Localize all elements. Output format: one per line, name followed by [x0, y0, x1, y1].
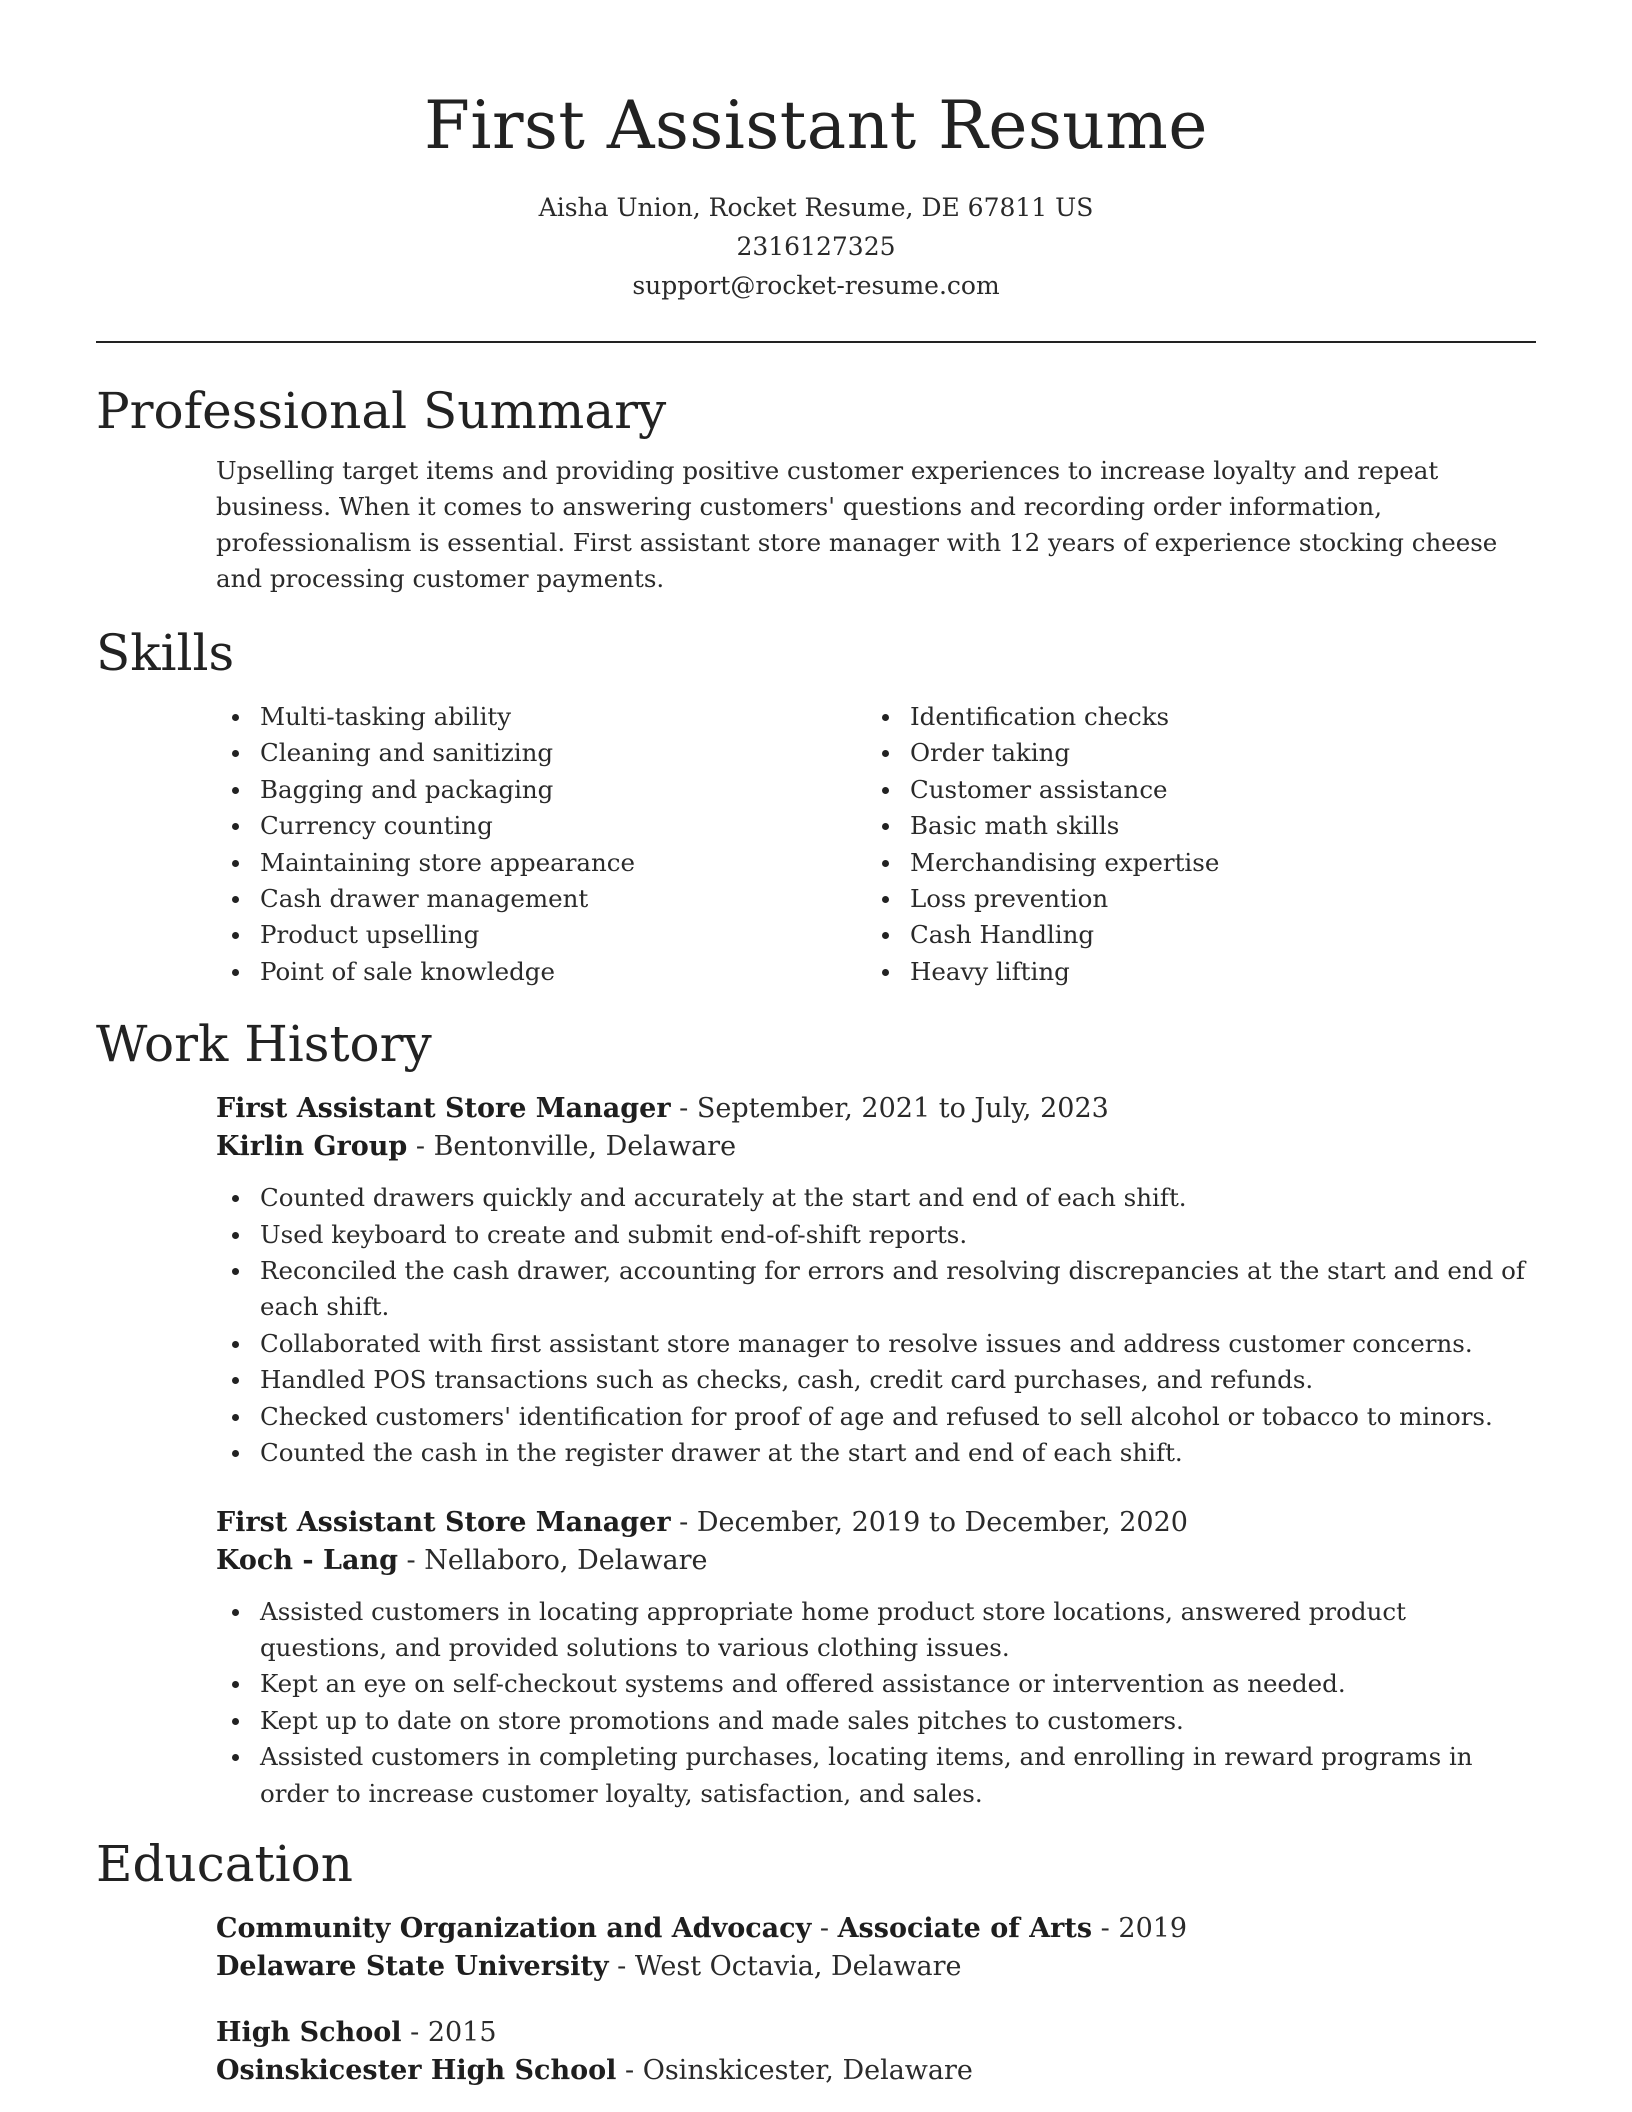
job-entry — [96, 1504, 1536, 1812]
education-entry — [96, 1910, 1536, 1986]
job-title: First Assistant Store Manager — [216, 1506, 671, 1538]
contact-email: support@rocket-resume.com — [632, 271, 1000, 300]
summary-text: Upselling target items and providing positive customer experiences to increase loyalty and repeat business. When it comes to answering customers' questions and recording order information, professionalism is essential. First assistant store manager with 12 years of experience stocking cheese and processing customer payments. — [216, 456, 1498, 593]
job-duties-list — [216, 1594, 1536, 1812]
skill-item: Maintaining store appearance — [216, 845, 866, 881]
education-heading: Education — [96, 1834, 353, 1893]
job-title-line — [216, 1090, 1536, 1128]
job-dates: September, 2021 to July, 2023 — [696, 1093, 1109, 1125]
skill-item: Cash drawer management — [216, 881, 866, 917]
job-duty: Assisted customers in completing purchases, locating items, and enrolling in reward programs in order to increase customer loyalty, satisfaction, and sales. — [216, 1739, 1536, 1812]
separator: - — [401, 2016, 428, 2048]
work-history-heading: Work History — [96, 1015, 432, 1074]
education-entry — [96, 2014, 1536, 2090]
job-duties-list — [216, 1180, 1536, 1471]
job-duty: Reconciled the cash drawer, accounting for errors and resolving discrepancies at the start and end of each shift. — [216, 1253, 1536, 1326]
separator: - — [670, 1093, 697, 1125]
job-location: Bentonville, Delaware — [433, 1131, 737, 1163]
education-degree-line — [216, 1910, 1536, 1948]
skill-item: Currency counting — [216, 808, 866, 844]
separator: - — [608, 1950, 635, 1982]
job-title-line — [216, 1504, 1536, 1542]
separator: - — [616, 2054, 643, 2086]
education-school-line — [216, 2052, 1536, 2090]
job-company: Kirlin Group — [216, 1131, 408, 1163]
education-year: 2015 — [427, 2016, 497, 2048]
job-company: Koch - Lang — [216, 1544, 398, 1576]
skill-item: Multi-tasking ability — [216, 699, 866, 735]
separator: - — [811, 1912, 838, 1944]
education-degree: Associate of Arts — [837, 1912, 1093, 1944]
separator: - — [1092, 1912, 1119, 1944]
contact-block — [96, 188, 1536, 305]
skill-item: Basic math skills — [866, 808, 1516, 844]
education-location: Osinskicester, Delaware — [642, 2054, 973, 2086]
skills-column-right — [866, 699, 1516, 990]
skill-item: Point of sale knowledge — [216, 954, 866, 990]
education-field: Community Organization and Advocacy — [216, 1912, 812, 1944]
skill-item: Cash Handling — [866, 917, 1516, 953]
skills-grid — [96, 699, 1536, 990]
job-duty: Assisted customers in locating appropriate home product store locations, answered product questions, and provided solutions to various clothing issues. — [216, 1594, 1536, 1667]
job-company-line — [216, 1128, 1536, 1166]
job-duty: Kept up to date on store promotions and made sales pitches to customers. — [216, 1703, 1536, 1739]
education-school-line — [216, 1948, 1536, 1986]
skill-item: Product upselling — [216, 917, 866, 953]
contact-address: Aisha Union, Rocket Resume, DE 67811 US — [538, 193, 1094, 222]
job-duty: Used keyboard to create and submit end-of-shift reports. — [216, 1217, 1536, 1253]
resume-title: First Assistant Resume — [424, 87, 1208, 164]
job-duty: Kept an eye on self-checkout systems and offered assistance or intervention as needed. — [216, 1666, 1536, 1702]
job-company-line — [216, 1542, 1536, 1580]
job-duty: Counted drawers quickly and accurately at the start and end of each shift. — [216, 1180, 1536, 1216]
education-year: 2019 — [1118, 1912, 1188, 1944]
skill-item: Merchandising expertise — [866, 845, 1516, 881]
job-duty: Handled POS transactions such as checks, cash, credit card purchases, and refunds. — [216, 1362, 1536, 1398]
education-location: West Octavia, Delaware — [634, 1950, 962, 1982]
separator: - — [407, 1131, 434, 1163]
separator: - — [397, 1544, 425, 1576]
education-school: Osinskicester High School — [216, 2054, 617, 2086]
education-school: Delaware State University — [216, 1950, 609, 1982]
skill-item: Cleaning and sanitizing — [216, 735, 866, 771]
job-duty: Counted the cash in the register drawer at the start and end of each shift. — [216, 1435, 1536, 1471]
job-duty: Checked customers' identification for proof of age and refused to sell alcohol or tobacco to minors. — [216, 1399, 1536, 1435]
education-field: High School — [216, 2016, 402, 2048]
job-entry — [96, 1090, 1536, 1471]
skill-item: Loss prevention — [866, 881, 1516, 917]
resume-header — [96, 0, 1536, 305]
header-divider — [96, 341, 1536, 343]
job-dates: December, 2019 to December, 2020 — [696, 1506, 1188, 1538]
contact-phone: 2316127325 — [736, 232, 896, 261]
resume-page — [96, 0, 1536, 2112]
skill-item: Heavy lifting — [866, 954, 1516, 990]
education-degree-line — [216, 2014, 1536, 2052]
skill-item: Bagging and packaging — [216, 772, 866, 808]
separator: - — [670, 1506, 697, 1538]
skill-item: Identification checks — [866, 699, 1516, 735]
skill-item: Order taking — [866, 735, 1516, 771]
skills-column-left — [216, 699, 866, 990]
skill-item: Customer assistance — [866, 772, 1516, 808]
skills-heading: Skills — [96, 624, 235, 682]
job-location: Nellaboro, Delaware — [424, 1544, 708, 1576]
summary-heading: Professional Summary — [96, 382, 667, 440]
job-title: First Assistant Store Manager — [216, 1093, 671, 1125]
job-duty: Collaborated with first assistant store manager to resolve issues and address customer concerns. — [216, 1326, 1536, 1362]
